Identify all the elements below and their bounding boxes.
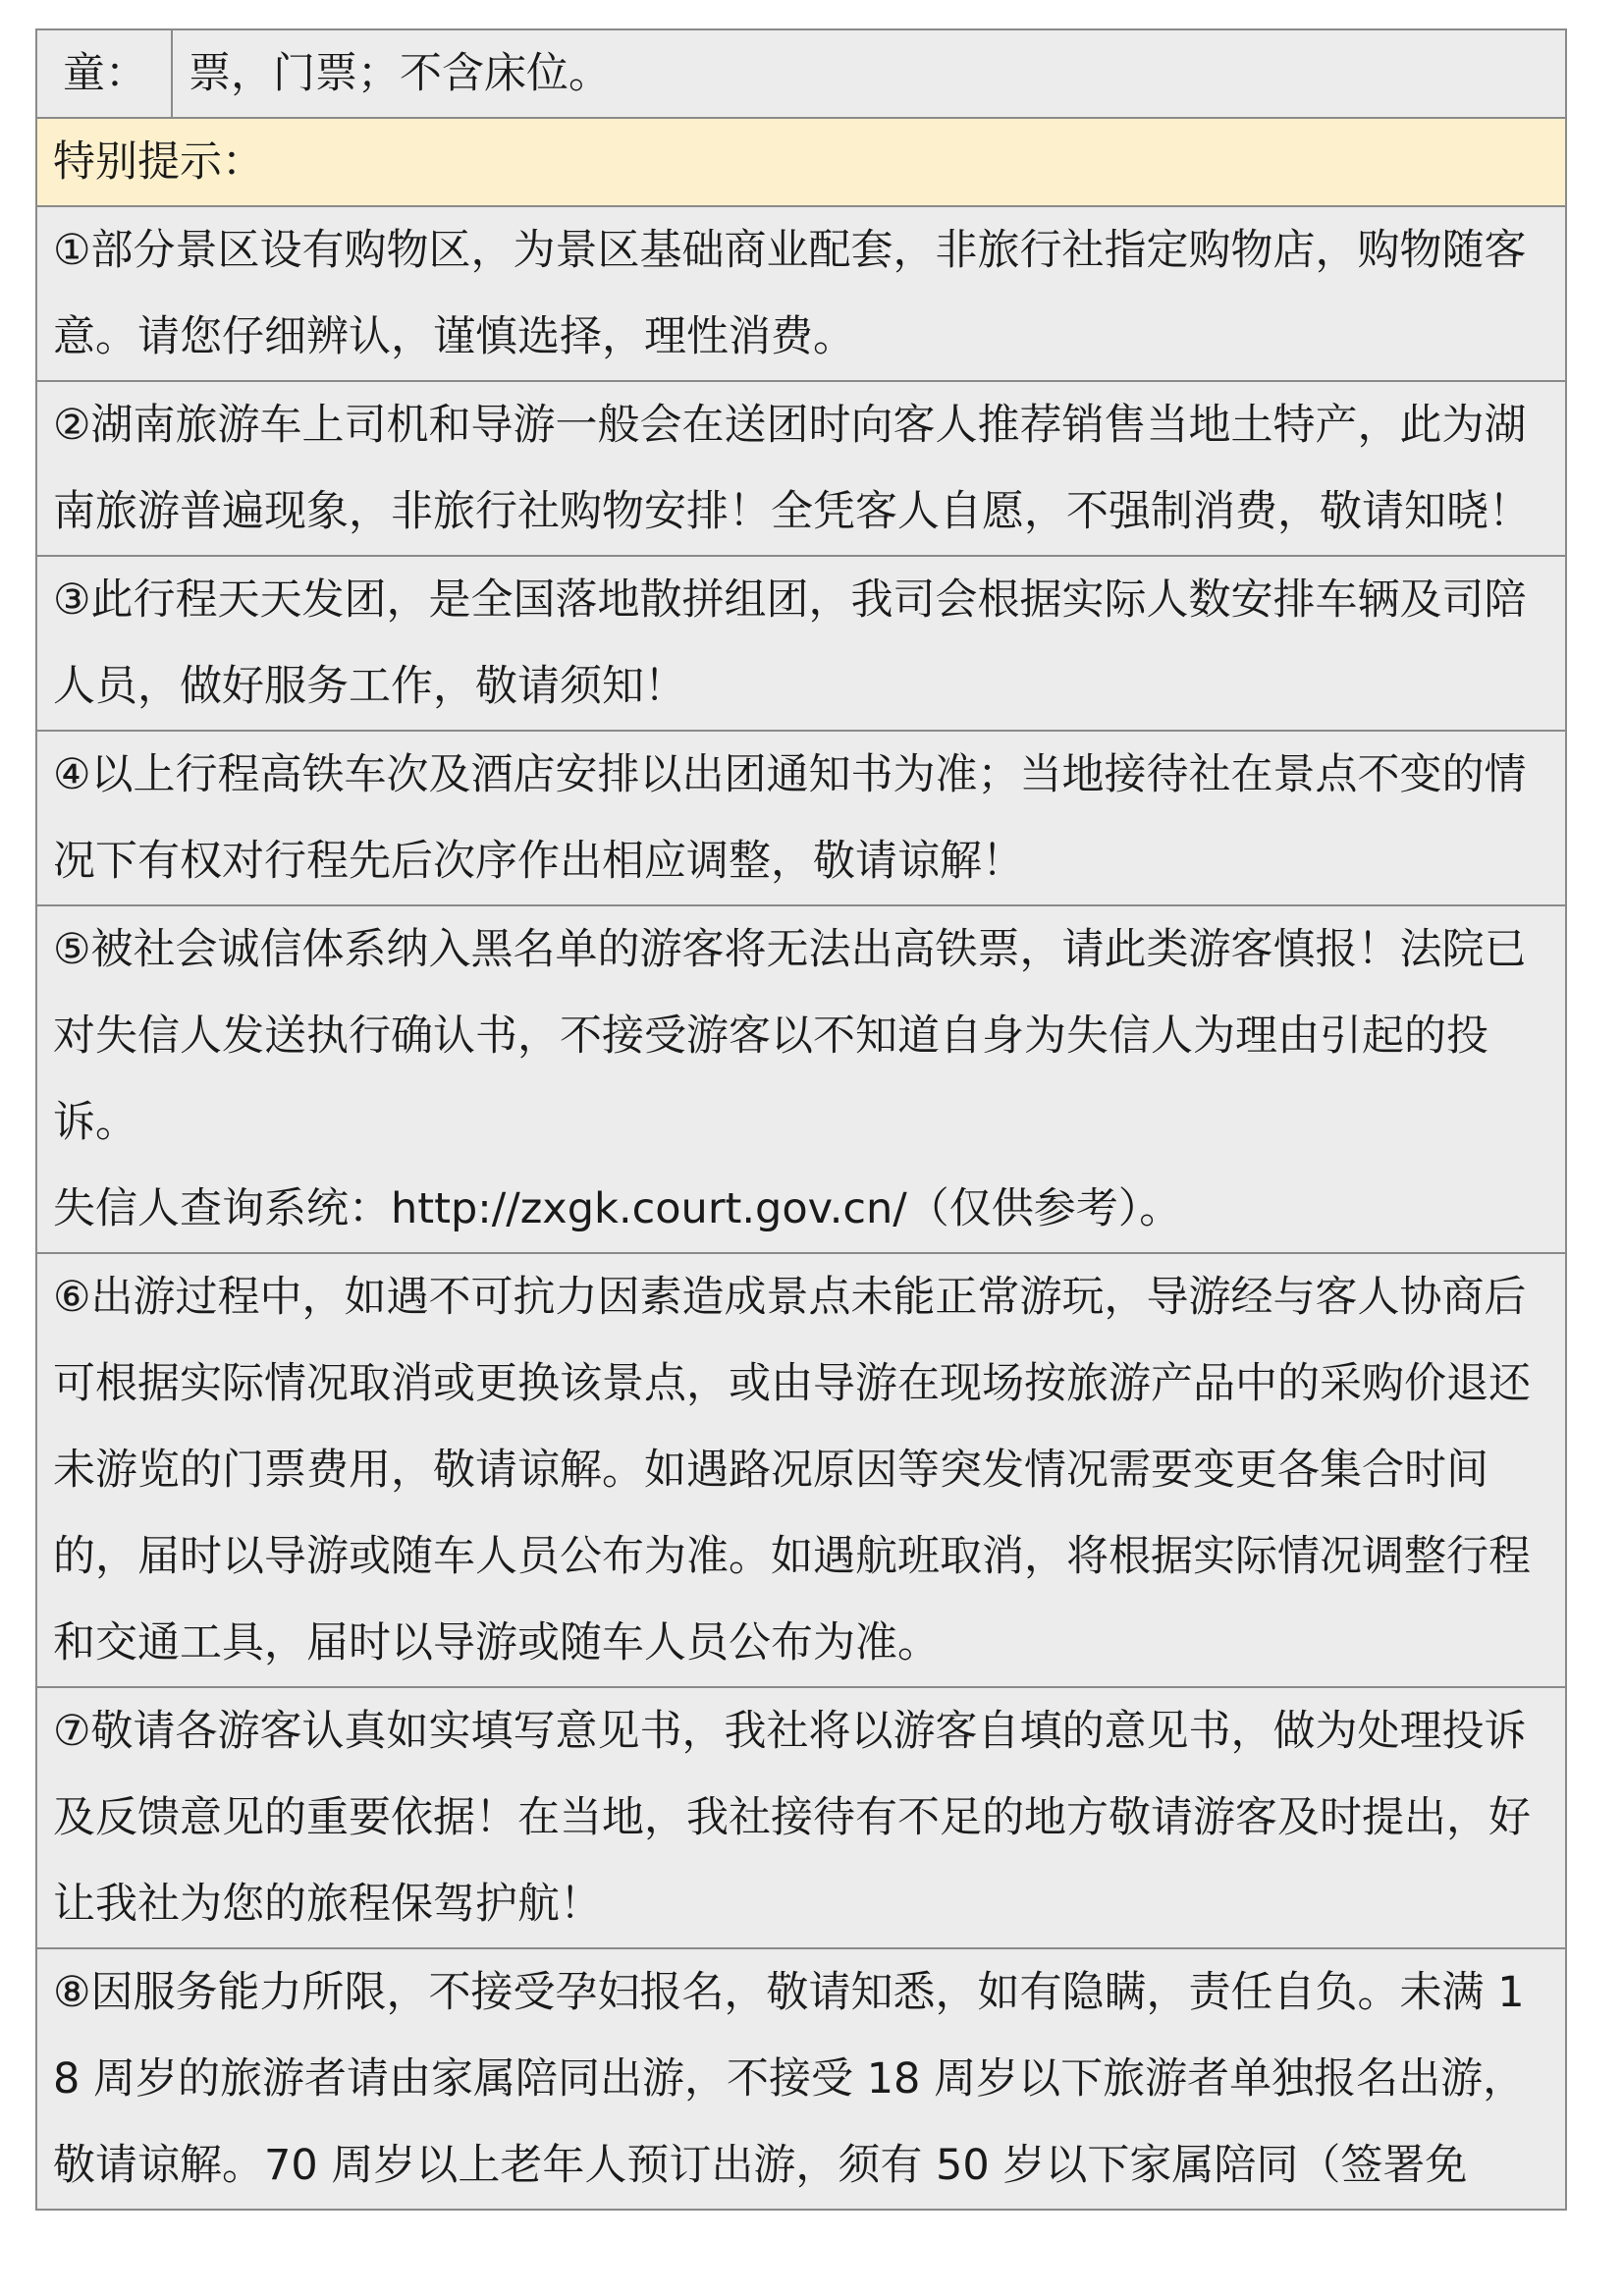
- note-5: ⑤被社会诚信体系纳入黑名单的游客将无法出高铁票，请此类游客慎报！法院已对失信人发送执行确认书，不接受游客以不知道自身为失信人为理由引起的投诉。: [53, 925, 1527, 1147]
- special-notice-heading-row: [36, 118, 1566, 206]
- note-row: [36, 206, 1566, 381]
- child-fee-text: 票，门票；不含床位。: [172, 29, 1566, 118]
- note-7: ⑦敬请各游客认真如实填写意见书，我社将以游客自填的意见书，做为处理投诉及反馈意见的重要依据！在当地，我社接待有不足的地方敬请游客及时提出，好让我社为您的旅程保驾护航！: [36, 1687, 1566, 1948]
- note-2: ②湖南旅游车上司机和导游一般会在送团时向客人推荐销售当地土特产，此为湖南旅游普遍现象，非旅行社购物安排！全凭客人自愿，不强制消费，敬请知晓！: [36, 381, 1566, 556]
- notice-table: [35, 28, 1567, 2211]
- note-3: ③此行程天天发团，是全国落地散拼组团，我司会根据实际人数安排车辆及司陪人员，做好服务工作，敬请须知！: [36, 556, 1566, 731]
- note-5-cell: [36, 905, 1566, 1253]
- note-row: [36, 731, 1566, 905]
- dishonest-query-system-text: 失信人查询系统：http://zxgk.court.gov.cn/（仅供参考）。: [53, 1184, 1182, 1233]
- child-label: 童：: [36, 29, 172, 118]
- note-row: [36, 556, 1566, 731]
- note-row: [36, 1948, 1566, 2210]
- note-1: ①部分景区设有购物区，为景区基础商业配套，非旅行社指定购物店，购物随客意。请您仔细辨认，谨慎选择，理性消费。: [36, 206, 1566, 381]
- note-4: ④以上行程高铁车次及酒店安排以出团通知书为准；当地接待社在景点不变的情况下有权对行程先后次序作出相应调整，敬请谅解！: [36, 731, 1566, 905]
- child-fee-row: [36, 29, 1566, 118]
- note-6: ⑥出游过程中，如遇不可抗力因素造成景点未能正常游玩，导游经与客人协商后可根据实际情况取消或更换该景点，或由导游在现场按旅游产品中的采购价退还未游览的门票费用，敬请谅解。如遇路况原因等突发情况需要变更各集合时间的，届时以导游或随车人员公布为准。如遇航班取消，将根据实际情况调整行程和交通工具，届时以导游或随车人员公布为准。: [36, 1253, 1566, 1687]
- note-row: [36, 1687, 1566, 1948]
- note-8: ⑧因服务能力所限，不接受孕妇报名，敬请知悉，如有隐瞒，责任自负。未满 18 周岁的旅游者请由家属陪同出游，不接受 18 周岁以下旅游者单独报名出游，敬请谅解。70 周岁以上老年人预订出游，须有 50 岁以下家属陪同（签署免: [36, 1948, 1566, 2210]
- note-row: [36, 905, 1566, 1253]
- special-notice-heading: 特别提示：: [36, 118, 1566, 206]
- note-row: [36, 1253, 1566, 1687]
- note-row: [36, 381, 1566, 556]
